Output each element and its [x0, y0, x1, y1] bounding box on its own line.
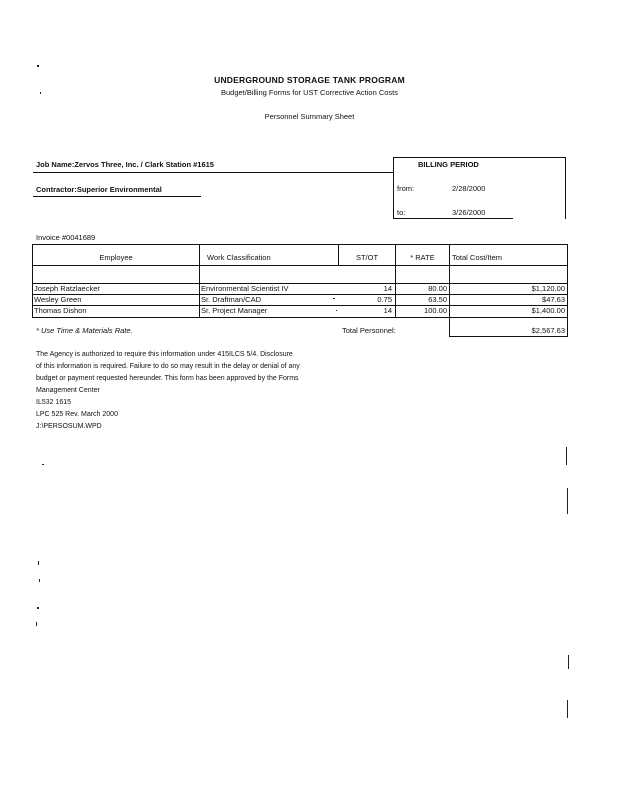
row-employee: Thomas Dishon — [34, 306, 87, 315]
row-total: $1,400.00 — [531, 306, 565, 315]
rate-footnote: * Use Time & Materials Rate. — [36, 326, 133, 335]
row-work-class: Sr. Project Manager — [201, 306, 268, 315]
header-total-cost: Total Cost/Item — [452, 253, 503, 262]
file-path: J:\PERSOSUM.WPD — [36, 423, 102, 430]
contractor-name: Contractor:Superior Environmental — [36, 185, 162, 194]
billing-to-value: 3/26/2000 — [452, 208, 486, 217]
total-personnel-value: $2,567.63 — [531, 326, 565, 335]
row-total: $47.63 — [542, 295, 565, 304]
billing-period-title: BILLING PERIOD — [418, 160, 479, 169]
sheet-name: Personnel Summary Sheet — [264, 112, 355, 121]
row-rate: 100.00 — [424, 306, 447, 315]
row-st-ot: 0.75 — [377, 295, 392, 304]
row-rate: 63.50 — [428, 295, 447, 304]
header-employee: Employee — [99, 253, 133, 262]
notice-line: budget or payment requested hereunder. This form has been approved by the Forms — [36, 375, 299, 382]
header-rate: * RATE — [410, 253, 435, 262]
header-st-ot: ST/OT — [355, 253, 379, 262]
row-rate: 80.00 — [428, 284, 447, 293]
job-name-underline — [33, 172, 393, 173]
notice-line: The Agency is authorized to require this information under 415ILCS 5/4. Disclosure — [36, 351, 293, 358]
notice-line: of this information is required. Failure to do so may result in the delay or denial of any — [36, 363, 300, 370]
billing-from-label: from: — [397, 184, 415, 193]
billing-to-label: to: — [397, 208, 406, 217]
form-revision: LPC 525 Rev. March 2000 — [36, 411, 118, 418]
header-work-classification: Work Classification — [207, 253, 271, 262]
billing-from-value: 2/28/2000 — [452, 184, 486, 193]
page-title: UNDERGROUND STORAGE TANK PROGRAM — [214, 75, 405, 85]
notice-line: Management Center — [36, 387, 100, 394]
row-st-ot: 14 — [383, 306, 392, 315]
row-employee: Wesley Green — [34, 295, 82, 304]
page-subtitle: Budget/Billing Forms for UST Corrective Action Costs — [220, 88, 398, 97]
row-total: $1,120.00 — [531, 284, 565, 293]
invoice-number: Invoice #0041689 — [36, 233, 96, 242]
row-employee: Joseph Ratzlaecker — [34, 284, 100, 293]
total-personnel-label: Total Personnel: — [342, 326, 396, 335]
job-name: Job Name:Zervos Three, Inc. / Clark Station #1615 — [36, 160, 214, 169]
row-work-class: Environmental Scientist IV — [201, 284, 289, 293]
row-work-class: Sr. Draftman/CAD — [201, 295, 262, 304]
row-st-ot: 14 — [383, 284, 392, 293]
contractor-underline — [33, 196, 201, 197]
form-code: IL532 1615 — [36, 399, 72, 406]
